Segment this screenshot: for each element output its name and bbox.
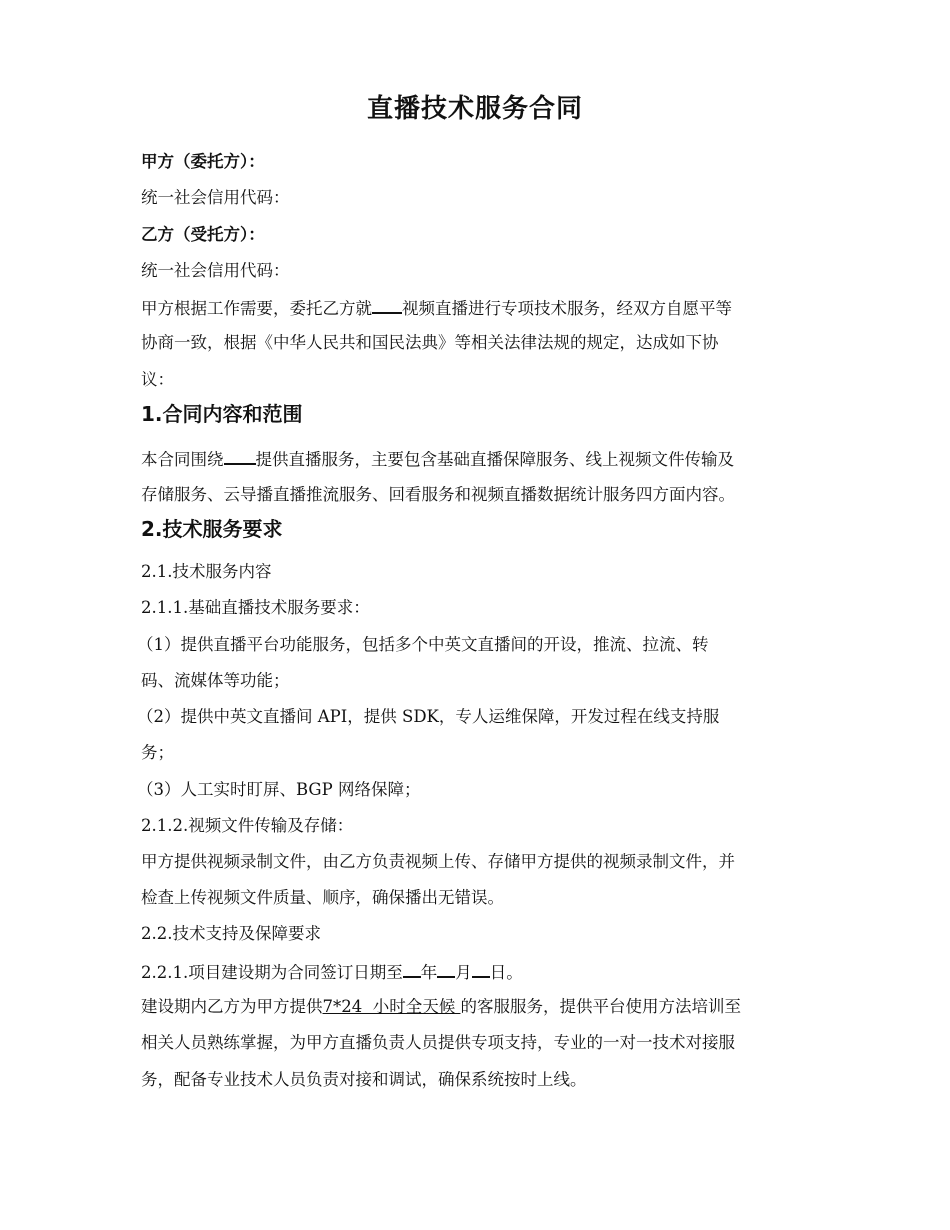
blank-field (472, 960, 490, 978)
section-1-heading (141, 401, 303, 427)
paragraph-text: 建设期内乙方为甲方提供 (141, 997, 323, 1016)
subsection-2-1-2: 2.1.2.视频文件传输及存储： (141, 816, 354, 835)
month-label: 月 (455, 963, 472, 982)
blank-field (372, 296, 402, 314)
intro-line-2: 协商一致，根据《中华人民共和国民法典》等相关法律法规的规定，达成如下协 (141, 333, 719, 352)
heading-number: 1. (141, 402, 163, 426)
service-hours-underlined: 7*24 小时全天候 (322, 997, 461, 1016)
item-1-line-1: （1）提供直播平台功能服务，包括多个中英文直播间的开设，推流、拉流、转 (137, 635, 709, 654)
section-1-text: 本合同围绕 (141, 450, 224, 469)
item-2-line-2: 务； (141, 743, 174, 762)
section-1-line-1 (141, 447, 734, 471)
paragraph-2-1-2-line-1: 甲方提供视频录制文件，由乙方负责视频上传、存储甲方提供的视频录制文件，并 (141, 852, 735, 871)
item-2-line-1: （2）提供中英文直播间 API，提供 SDK，专人运维保障，开发过程在线支持服 (137, 707, 720, 726)
heading-number: 2. (141, 517, 163, 541)
intro-line-1 (141, 296, 732, 320)
item-1-line-2: 码、流媒体等功能； (141, 671, 290, 690)
section-1-text: 提供直播服务，主要包含基础直播保障服务、线上视频文件传输及 (255, 450, 734, 469)
subsection-2-2: 2.2.技术支持及保障要求 (141, 924, 321, 943)
intro-line-3: 议： (141, 370, 174, 389)
party-b-credit-code: 统一社会信用代码： (141, 261, 290, 280)
subsection-2-1-1: 2.1.1.基础直播技术服务要求： (141, 598, 370, 617)
subsection-2-1: 2.1.技术服务内容 (141, 562, 272, 581)
year-label: 年 (420, 963, 438, 982)
party-b-label: 乙方（受托方）： (141, 225, 265, 244)
paragraph-2-2-1-line-3: 务，配备专业技术人员负责对接和调试，确保系统按时上线。 (141, 1070, 587, 1089)
blank-field (224, 447, 256, 465)
section-1-line-2: 存储服务、云导播直播推流服务、回看服务和视频直播数据统计服务四方面内容。 (141, 485, 735, 504)
heading-text: 技术服务要求 (162, 517, 283, 541)
paragraph-text: 的客服服务，提供平台使用方法培训至 (460, 997, 741, 1016)
blank-field (437, 960, 455, 978)
paragraph-2-2-1-line-2: 相关人员熟练掌握，为甲方直播负责人员提供专项支持，专业的一对一技术对接服 (141, 1033, 735, 1052)
party-a-credit-code: 统一社会信用代码： (141, 188, 290, 207)
intro-text: 视频直播进行专项技术服务，经双方自愿平等 (402, 299, 732, 318)
paragraph-2-1-2-line-2: 检查上传视频文件质量、顺序，确保播出无错误。 (141, 888, 504, 907)
item-3: （3）人工实时盯屏、BGP 网络保障； (137, 780, 421, 799)
party-a-label: 甲方（委托方）： (141, 152, 265, 171)
blank-field (403, 960, 421, 978)
day-label: 日。 (489, 963, 523, 982)
subsection-2-2-1 (141, 960, 523, 984)
subsection-text: 2.2.1.项目建设期为合同签订日期至 (141, 963, 403, 982)
page-title: 直播技术服务合同 (366, 94, 583, 124)
intro-text: 甲方根据工作需要，委托乙方就 (141, 299, 372, 318)
heading-text: 合同内容和范围 (162, 402, 303, 426)
section-2-heading (141, 516, 283, 542)
paragraph-2-2-1-line-1 (141, 996, 741, 1018)
